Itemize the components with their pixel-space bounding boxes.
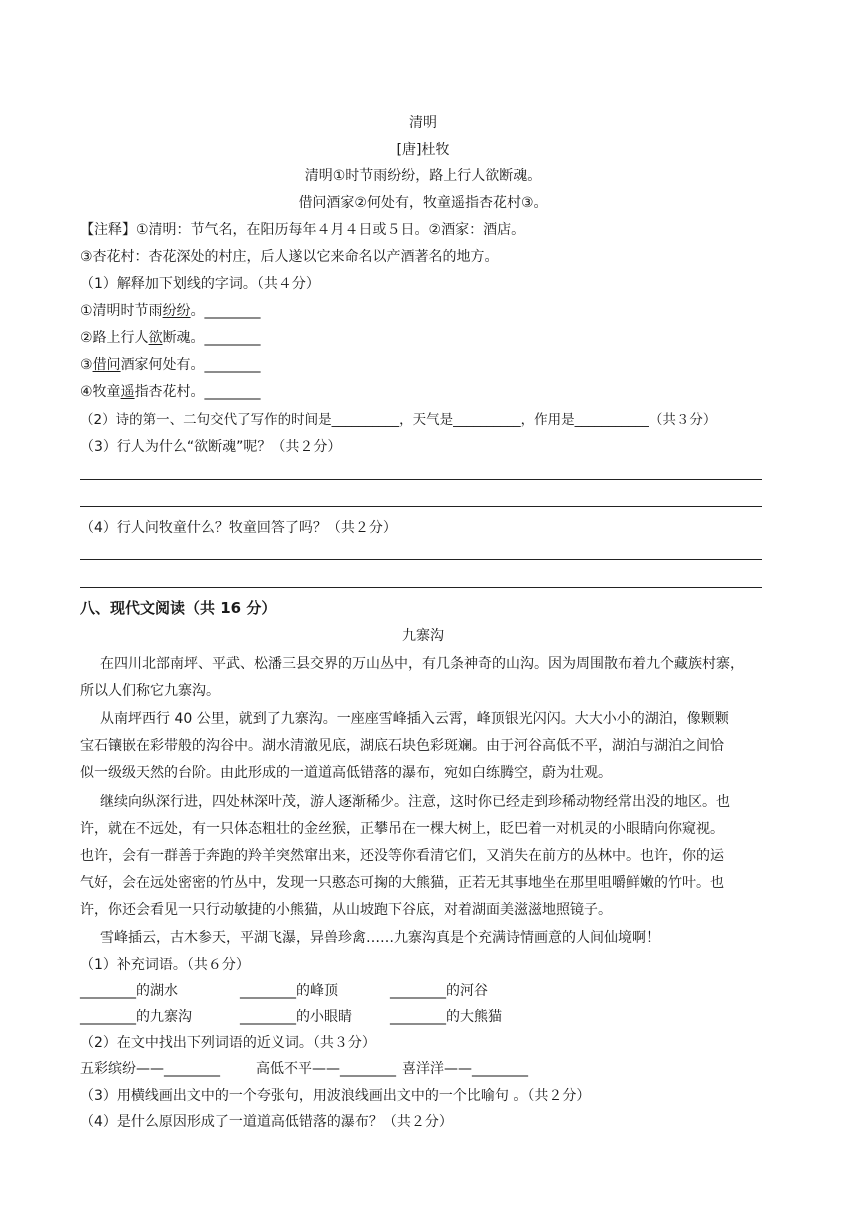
poem-title: 清明 [409,115,437,131]
passage-paragraph: 从南坪西行 40 公里，就到了九寨沟。一座座雪峰插入云霄，峰顶银光闪闪。大大小小的湖泊，像颗颗 [100,711,729,727]
item-suffix: 酒家何处有。________ [120,357,261,373]
question-1-item [80,301,261,321]
underlined-word: 遥 [120,384,135,400]
poem-line-2: 借问酒家②何处有，牧童遥指杏花村③。 [298,195,548,211]
answer-line [80,559,762,560]
passage-paragraph: 似一级级天然的台阶。由此形成的一道道高低错落的瀑布，宛如白练腾空，蔚为壮观。 [80,765,612,781]
section8-question-4: （4）是什么原因形成了一道道高低错落的瀑布？（共２分） [80,1114,453,1130]
item-prefix: ②路上行人 [80,330,149,346]
item-suffix: 。________ [190,303,261,319]
synonym-blank: 喜洋洋——________ [402,1061,528,1077]
passage-paragraph: 许，你还会看见一只行动敏捷的小熊猫，从山坡跑下谷底，对着湖面美滋滋地照镜子。 [80,902,612,918]
note-2: ③杏花村：杏花深处的村庄，后人遂以它来命名以产酒著名的地方。 [80,249,499,265]
item-prefix: ①清明时节雨 [80,303,163,319]
poem-author: [唐]杜牧 [396,142,450,158]
fill-blank: ________的小眼睛 [240,1009,352,1025]
passage-paragraph: 也许，会有一群善于奔跑的羚羊突然窜出来，还没等你看清它们，又消失在前方的丛林中。也许，你的运 [80,848,724,864]
answer-line [80,479,762,480]
question-3: （3）行人为什么“欲断魂”呢？（共２分） [80,439,342,455]
question-1-item [80,382,261,402]
synonym-blank: 高低不平——________ [256,1061,396,1077]
question-1-prompt: （1）解释加下划线的字词。（共４分） [80,276,320,292]
underlined-word: 纷纷 [162,303,191,319]
poem-line-1: 清明①时节雨纷纷，路上行人欲断魂。 [304,168,542,184]
fill-blank: ________的大熊猫 [390,1009,502,1025]
fill-blank: ________的峰顶 [240,983,338,999]
question-1-item [80,328,261,348]
passage-paragraph: 雪峰插云，古木参天，平湖飞瀑，异兽珍禽……九寨沟真是个充满诗情画意的人间仙境啊！ [100,930,660,946]
item-suffix: 断魂。________ [162,330,261,346]
passage-paragraph: 许，就在不远处，有一只体态粗壮的金丝猴，正攀吊在一棵大树上，眨巴着一对机灵的小眼睛向你窥视。 [80,821,724,837]
section-heading: 八、现代文阅读（共 16 分） [80,599,277,617]
question-2: （2）诗的第一、二句交代了写作的时间是__________，天气是__________，作用是___________（共３分） [80,412,717,428]
question-1-item [80,355,261,375]
item-prefix: ③ [80,357,93,373]
passage-paragraph: 在四川北部南坪、平武、松潘三县交界的万山丛中，有几条神奇的山沟。因为周围散布着九个藏族村寨， [100,656,744,672]
fill-blank: ________的河谷 [390,983,488,999]
underlined-word: 借问 [92,357,121,373]
passage-title: 九寨沟 [402,628,444,644]
underlined-word: 欲 [148,330,163,346]
section8-question-1: （1）补充词语。（共６分） [80,957,250,973]
passage-paragraph: 气好，会在远处密密的竹丛中，发现一只憨态可掬的大熊猫，正若无其事地坐在那里咀嚼鲜嫩的竹叶。也 [80,875,724,891]
fill-blank: ________的湖水 [80,983,178,999]
section8-question-2: （2）在文中找出下列词语的近义词。（共３分） [80,1035,376,1051]
section8-question-3: （3）用横线画出文中的一个夸张句，用波浪线画出文中的一个比喻句 。（共２分） [80,1088,591,1104]
answer-line [80,587,762,588]
item-prefix: ④牧童 [80,384,121,400]
synonym-blank: 五彩缤纷——________ [80,1061,220,1077]
passage-paragraph: 宝石镶嵌在彩带般的沟谷中。湖水清澈见底，湖底石块色彩斑斓。由于河谷高低不平，湖泊与湖泊之间恰 [80,738,724,754]
fill-blank: ________的九寨沟 [80,1009,192,1025]
passage-paragraph: 所以人们称它九寨沟。 [80,683,220,699]
passage-paragraph: 继续向纵深行进，四处林深叶茂，游人逐渐稀少。注意，这时你已经走到珍稀动物经常出没的地区。也 [100,794,730,810]
question-4: （4）行人问牧童什么？牧童回答了吗？（共２分） [80,520,397,536]
answer-line [80,506,762,507]
item-suffix: 指杏花村。________ [134,384,261,400]
note-1: 【注释】①清明：节气名，在阳历每年４月４日或５日。②酒家：酒店。 [80,222,526,238]
